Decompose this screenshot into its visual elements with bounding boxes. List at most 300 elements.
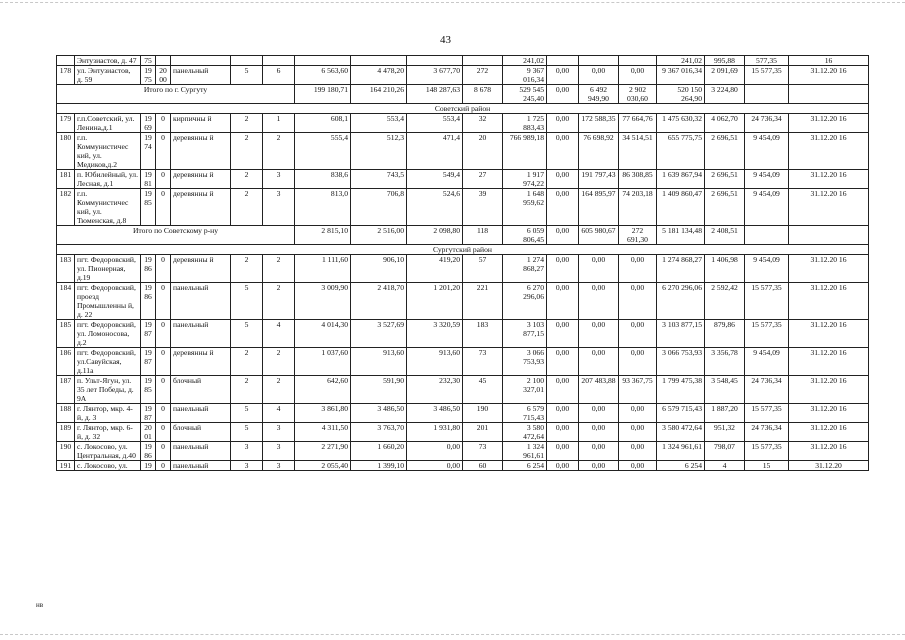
table-cell: 0,00 xyxy=(547,170,579,189)
table-cell: 2 271,90 xyxy=(295,442,351,461)
total-cell: 164 210,26 xyxy=(351,85,407,104)
table-cell: 6 xyxy=(263,66,295,85)
table-cell xyxy=(619,56,657,66)
total-label: Итого по Советскому р-ну xyxy=(57,226,295,245)
table-cell: Энтузиастов, д. 47 xyxy=(75,56,141,66)
table-cell: 0,00 xyxy=(619,404,657,423)
table-cell: 3 009,90 xyxy=(295,283,351,320)
table-cell: 172 588,35 xyxy=(579,114,619,133)
table-cell: 6 579 715,43 xyxy=(503,404,547,423)
total-cell: 148 287,63 xyxy=(407,85,463,104)
table-cell: пгт. Федоровский, ул. Ломоносова, д.2 xyxy=(75,320,141,348)
table-cell: 1 639 867,94 xyxy=(657,170,705,189)
table-cell: 0,00 xyxy=(547,404,579,423)
table-cell: 3 xyxy=(263,189,295,226)
table-cell: 0 xyxy=(156,376,171,404)
total-cell: 0,00 xyxy=(547,226,579,245)
table-cell: 3 527,69 xyxy=(351,320,407,348)
table-cell: панельный xyxy=(171,320,231,348)
table-cell: 15 577,35 xyxy=(745,404,789,423)
table-cell: 0,00 xyxy=(579,442,619,461)
table-cell: 16 xyxy=(789,56,869,66)
table-cell: 0,00 xyxy=(579,423,619,442)
table-cell: 19 74 xyxy=(141,133,156,170)
table-cell: 86 308,85 xyxy=(619,170,657,189)
table-cell: 1 931,80 xyxy=(407,423,463,442)
table-cell: 0 xyxy=(156,461,171,471)
table-cell: г.п. Коммунистичес кий, ул. Тюменская, д.8 xyxy=(75,189,141,226)
table-cell: 2 696,51 xyxy=(705,133,745,170)
table-cell: 1 274 868,27 xyxy=(503,255,547,283)
table-cell: 4 014,30 xyxy=(295,320,351,348)
table-cell: панельный xyxy=(171,283,231,320)
table-cell: 913,60 xyxy=(407,348,463,376)
table-cell: 6 270 296,06 xyxy=(503,283,547,320)
table-cell: 2 696,51 xyxy=(705,170,745,189)
table-cell: г. Лянтор, мкр. 6-й, д. 32 xyxy=(75,423,141,442)
table-cell xyxy=(263,56,295,66)
section-title: Сургутский район xyxy=(57,245,869,255)
table-cell: 0,00 xyxy=(579,283,619,320)
table-cell: 0,00 xyxy=(547,133,579,170)
table-cell: 3 677,70 xyxy=(407,66,463,85)
table-cell: 0,00 xyxy=(407,442,463,461)
table-cell: 9 454,09 xyxy=(745,133,789,170)
table-cell: 20 01 xyxy=(141,423,156,442)
table-cell: г.п.Советский, ул. Ленина,д.1 xyxy=(75,114,141,133)
table-cell: 241,02 xyxy=(503,56,547,66)
table-cell: 0,00 xyxy=(619,255,657,283)
table-cell: 77 664,76 xyxy=(619,114,657,133)
table-cell: 524,6 xyxy=(407,189,463,226)
table-cell: 3 xyxy=(263,442,295,461)
table-cell: 0,00 xyxy=(547,114,579,133)
table-cell: 15 577,35 xyxy=(745,283,789,320)
table-cell: 181 xyxy=(57,170,75,189)
table-cell: 1 111,60 xyxy=(295,255,351,283)
table-cell: 553,4 xyxy=(407,114,463,133)
table-cell: 31.12.20 16 xyxy=(789,189,869,226)
table-row xyxy=(57,461,869,471)
table-cell: 3 xyxy=(231,442,263,461)
table-cell: 6 563,60 xyxy=(295,66,351,85)
table-cell: 19 xyxy=(141,461,156,471)
table-cell: 0,00 xyxy=(547,461,579,471)
table-cell: 838,6 xyxy=(295,170,351,189)
table-cell xyxy=(351,56,407,66)
table-cell: 0,00 xyxy=(547,283,579,320)
table-cell: 813,0 xyxy=(295,189,351,226)
table-cell: 182 xyxy=(57,189,75,226)
table-cell: 0 xyxy=(156,170,171,189)
table-cell: 179 xyxy=(57,114,75,133)
table-cell: 232,30 xyxy=(407,376,463,404)
table-cell: 0,00 xyxy=(547,376,579,404)
table-cell: 0 xyxy=(156,114,171,133)
table-cell: 2 xyxy=(231,133,263,170)
table-cell: 0,00 xyxy=(619,461,657,471)
table-cell: 0 xyxy=(156,423,171,442)
table-cell: 19 86 xyxy=(141,442,156,461)
table-cell: 15 577,35 xyxy=(745,66,789,85)
total-cell xyxy=(789,226,869,245)
table-cell: 5 xyxy=(231,66,263,85)
footer-mark: нв xyxy=(36,601,44,609)
table-cell: 3 548,45 xyxy=(705,376,745,404)
table-cell: 31.12.20 xyxy=(789,461,869,471)
table-cell: 1 xyxy=(263,114,295,133)
total-cell: 2 815,10 xyxy=(295,226,351,245)
table-cell: 995,88 xyxy=(705,56,745,66)
table-cell: 3 xyxy=(263,170,295,189)
table-cell: 73 xyxy=(463,348,503,376)
table-cell: 1 201,20 xyxy=(407,283,463,320)
table-cell: деревянны й xyxy=(171,170,231,189)
table-cell: 9 454,09 xyxy=(745,255,789,283)
table-cell: 5 xyxy=(231,283,263,320)
table-cell: 0,00 xyxy=(547,320,579,348)
table-row xyxy=(57,283,869,320)
table-cell: панельный xyxy=(171,66,231,85)
table-cell: 1 037,60 xyxy=(295,348,351,376)
table-cell: 0 xyxy=(156,255,171,283)
table-cell: 0 xyxy=(156,404,171,423)
table-row xyxy=(57,133,869,170)
table-cell: 3 066 753,93 xyxy=(503,348,547,376)
table-cell: 1 475 630,32 xyxy=(657,114,705,133)
table-cell: 15 577,35 xyxy=(745,320,789,348)
table-cell: 19 87 xyxy=(141,320,156,348)
table-cell: пгт. Федоровский, ул.Савуйская, д.11а xyxy=(75,348,141,376)
table-cell: 951,32 xyxy=(705,423,745,442)
table-cell: деревянны й xyxy=(171,255,231,283)
table-row xyxy=(57,423,869,442)
table-cell: 0,00 xyxy=(579,348,619,376)
table-cell: 0,00 xyxy=(619,66,657,85)
table-cell: 642,60 xyxy=(295,376,351,404)
table-cell: 31.12.20 16 xyxy=(789,255,869,283)
table-cell: 553,4 xyxy=(351,114,407,133)
table-cell: 766 989,18 xyxy=(503,133,547,170)
table-cell: 0,00 xyxy=(547,348,579,376)
table-cell: 1 274 868,27 xyxy=(657,255,705,283)
table-cell: 0,00 xyxy=(547,255,579,283)
table-cell: деревянны й xyxy=(171,189,231,226)
table-cell: 9 367 016,34 xyxy=(657,66,705,85)
page-bottom-edge xyxy=(0,634,905,635)
table-cell: деревянны й xyxy=(171,133,231,170)
table-cell: с. Локосово, ул. xyxy=(75,461,141,471)
table-cell xyxy=(407,56,463,66)
table-cell: 39 xyxy=(463,189,503,226)
table-cell: 3 xyxy=(263,423,295,442)
table-cell: 31.12.20 16 xyxy=(789,170,869,189)
table-cell: 19 87 xyxy=(141,404,156,423)
table-cell: 184 xyxy=(57,283,75,320)
page-top-edge xyxy=(0,2,905,3)
total-row xyxy=(57,85,869,104)
table-cell: 24 736,34 xyxy=(745,376,789,404)
table-cell: 19 85 xyxy=(141,376,156,404)
total-cell: 3 224,80 xyxy=(705,85,745,104)
table-cell: панельный xyxy=(171,461,231,471)
total-cell: 118 xyxy=(463,226,503,245)
table-cell: 74 203,18 xyxy=(619,189,657,226)
table-cell: п. Ульт-Ягун, ул. 35 лет Победы, д. 9А xyxy=(75,376,141,404)
table-cell: 19 75 xyxy=(141,66,156,85)
table-cell: 0,00 xyxy=(547,189,579,226)
table-row xyxy=(57,66,869,85)
table-cell xyxy=(156,56,171,66)
total-cell: 6 059 806,45 xyxy=(503,226,547,245)
table-cell: 2 055,40 xyxy=(295,461,351,471)
section-header-row xyxy=(57,104,869,114)
table-cell: пгт. Федоровский, ул. Пионерная, д.19 xyxy=(75,255,141,283)
section-header-row xyxy=(57,245,869,255)
table-cell: 2 xyxy=(263,348,295,376)
table-cell: 185 xyxy=(57,320,75,348)
table-cell: 207 483,88 xyxy=(579,376,619,404)
table-cell: 1 648 959,62 xyxy=(503,189,547,226)
table-cell: 3 xyxy=(231,461,263,471)
table-cell: 34 514,51 xyxy=(619,133,657,170)
table-cell: 906,10 xyxy=(351,255,407,283)
table-cell: 0,00 xyxy=(619,348,657,376)
table-cell: 1 324 961,61 xyxy=(657,442,705,461)
table-row xyxy=(57,348,869,376)
table-cell: 20 xyxy=(463,133,503,170)
table-cell: 31.12.20 16 xyxy=(789,348,869,376)
table-cell: 45 xyxy=(463,376,503,404)
table-cell: 2 418,70 xyxy=(351,283,407,320)
table-cell: 0,00 xyxy=(579,255,619,283)
table-cell: 0,00 xyxy=(579,320,619,348)
table-cell: 2 xyxy=(231,255,263,283)
table-cell: 3 580 472,64 xyxy=(503,423,547,442)
housing-register-table xyxy=(56,55,869,471)
table-cell: 2 xyxy=(263,376,295,404)
table-cell: 191 xyxy=(57,461,75,471)
table-cell xyxy=(463,56,503,66)
table-cell: 15 xyxy=(745,461,789,471)
table-cell: 31.12.20 16 xyxy=(789,133,869,170)
table-cell: 19 87 xyxy=(141,348,156,376)
table-cell: 75 xyxy=(141,56,156,66)
table-cell: 3 103 877,15 xyxy=(657,320,705,348)
table-cell: 913,60 xyxy=(351,348,407,376)
table-cell: 9 454,09 xyxy=(745,189,789,226)
table-cell: 31.12.20 16 xyxy=(789,114,869,133)
table-cell: 0,00 xyxy=(619,320,657,348)
table-cell xyxy=(171,56,231,66)
table-cell: 24 736,34 xyxy=(745,114,789,133)
table-cell: 60 xyxy=(463,461,503,471)
table-cell: 19 86 xyxy=(141,283,156,320)
table-cell: 555,4 xyxy=(295,133,351,170)
table-cell: 188 xyxy=(57,404,75,423)
table-cell xyxy=(231,56,263,66)
total-cell: 605 980,67 xyxy=(579,226,619,245)
table-cell: 0,00 xyxy=(547,442,579,461)
table-cell: 0,00 xyxy=(619,423,657,442)
table-cell: 577,35 xyxy=(745,56,789,66)
table-cell: 31.12.20 16 xyxy=(789,66,869,85)
table-cell: 1 324 961,61 xyxy=(503,442,547,461)
total-cell: 0,00 xyxy=(547,85,579,104)
table-cell: 0 xyxy=(156,348,171,376)
table-cell: г. Лянтор, мкр. 4-й, д. 3 xyxy=(75,404,141,423)
table-cell: 93 367,75 xyxy=(619,376,657,404)
table-cell xyxy=(295,56,351,66)
table-cell: 164 895,97 xyxy=(579,189,619,226)
table-cell: 4 xyxy=(263,320,295,348)
table-cell: 0,00 xyxy=(619,283,657,320)
table-cell: 1 887,20 xyxy=(705,404,745,423)
table-cell: 9 454,09 xyxy=(745,170,789,189)
table-row xyxy=(57,255,869,283)
total-cell: 2 902 030,60 xyxy=(619,85,657,104)
table-cell: 1 725 883,43 xyxy=(503,114,547,133)
table-cell: 0 xyxy=(156,442,171,461)
total-cell: 2 516,00 xyxy=(351,226,407,245)
table-cell: 608,1 xyxy=(295,114,351,133)
table-row xyxy=(57,320,869,348)
table-cell: 57 xyxy=(463,255,503,283)
table-cell: 591,90 xyxy=(351,376,407,404)
table-cell: 3 486,50 xyxy=(407,404,463,423)
table-cell: 191 797,43 xyxy=(579,170,619,189)
total-cell: 5 181 134,48 xyxy=(657,226,705,245)
table-cell: 187 xyxy=(57,376,75,404)
table-cell: 19 81 xyxy=(141,170,156,189)
table-cell: 2 696,51 xyxy=(705,189,745,226)
table-cell: 419,20 xyxy=(407,255,463,283)
table-cell xyxy=(57,56,75,66)
table-cell: 3 356,78 xyxy=(705,348,745,376)
table-cell: с. Локосово, ул. Центральная, д.40 xyxy=(75,442,141,461)
table-cell: 6 270 296,06 xyxy=(657,283,705,320)
table-cell xyxy=(579,56,619,66)
table-cell: 3 066 753,93 xyxy=(657,348,705,376)
table-cell: 201 xyxy=(463,423,503,442)
table-cell: 1 799 475,38 xyxy=(657,376,705,404)
table-cell: 655 775,75 xyxy=(657,133,705,170)
table-cell: 178 xyxy=(57,66,75,85)
table-cell: 183 xyxy=(57,255,75,283)
table-cell: 3 320,59 xyxy=(407,320,463,348)
table-cell: 32 xyxy=(463,114,503,133)
table-cell: 4 062,70 xyxy=(705,114,745,133)
table-cell xyxy=(547,56,579,66)
table-cell: 19 69 xyxy=(141,114,156,133)
table-cell: 5 xyxy=(231,423,263,442)
table-cell: 19 86 xyxy=(141,255,156,283)
table-cell: 3 103 877,15 xyxy=(503,320,547,348)
table-cell: 798,07 xyxy=(705,442,745,461)
table-cell: блочный xyxy=(171,376,231,404)
table-cell: кирпичны й xyxy=(171,114,231,133)
total-cell: 529 545 245,40 xyxy=(503,85,547,104)
table-cell: панельный xyxy=(171,442,231,461)
total-cell: 2 098,80 xyxy=(407,226,463,245)
table-cell: пгт. Федоровский, проезд Промышленны й, д. 22 xyxy=(75,283,141,320)
table-cell: 19 85 xyxy=(141,189,156,226)
table-cell: 4 xyxy=(263,404,295,423)
table-cell: 2 xyxy=(231,114,263,133)
table-cell: 0 xyxy=(156,283,171,320)
table-cell: 9 367 016,34 xyxy=(503,66,547,85)
table-cell: 3 xyxy=(263,461,295,471)
table-cell: 6 254 xyxy=(657,461,705,471)
table-row xyxy=(57,404,869,423)
table-cell: 1 406,98 xyxy=(705,255,745,283)
table-cell: 0,00 xyxy=(547,423,579,442)
table-cell: 743,5 xyxy=(351,170,407,189)
table-cell: 1 917 974,22 xyxy=(503,170,547,189)
table-cell: 549,4 xyxy=(407,170,463,189)
total-cell: 272 691,30 xyxy=(619,226,657,245)
table-cell: 27 xyxy=(463,170,503,189)
table-cell: 31.12.20 16 xyxy=(789,404,869,423)
table-cell: 0,00 xyxy=(619,442,657,461)
table-row xyxy=(57,170,869,189)
table-cell: 221 xyxy=(463,283,503,320)
total-cell xyxy=(745,85,789,104)
table-cell: 471,4 xyxy=(407,133,463,170)
table-cell: 31.12.20 16 xyxy=(789,376,869,404)
table-cell: 5 xyxy=(231,404,263,423)
total-cell: 2 408,51 xyxy=(705,226,745,245)
table-cell: 0 xyxy=(156,133,171,170)
table-cell: 2 xyxy=(231,376,263,404)
table-cell: 1 399,10 xyxy=(351,461,407,471)
table-cell: 0,00 xyxy=(579,404,619,423)
table-cell: 5 xyxy=(231,320,263,348)
table-row xyxy=(57,189,869,226)
table-cell: г.п. Коммунистичес кий, ул. Медиков,д.2 xyxy=(75,133,141,170)
table-cell: 512,3 xyxy=(351,133,407,170)
table-cell: 2 xyxy=(231,170,263,189)
total-cell: 6 492 949,90 xyxy=(579,85,619,104)
table-cell: 3 861,80 xyxy=(295,404,351,423)
table-cell: 2 xyxy=(263,283,295,320)
table-cell: 3 486,50 xyxy=(351,404,407,423)
table-cell: 180 xyxy=(57,133,75,170)
table-cell: панельный xyxy=(171,404,231,423)
table-cell: 3 763,70 xyxy=(351,423,407,442)
table-row xyxy=(57,114,869,133)
table-cell: 2 xyxy=(231,348,263,376)
table-cell: 0 xyxy=(156,189,171,226)
table-cell: 0,00 xyxy=(547,66,579,85)
table-cell: 0,00 xyxy=(579,461,619,471)
table-cell: 706,8 xyxy=(351,189,407,226)
table-cell: 241,02 xyxy=(657,56,705,66)
table-cell: 0,00 xyxy=(407,461,463,471)
table-cell: 31.12.20 16 xyxy=(789,442,869,461)
table-cell: 6 579 715,43 xyxy=(657,404,705,423)
table-cell: ул. Энтузиастов, д. 59 xyxy=(75,66,141,85)
total-cell xyxy=(789,85,869,104)
table-cell: 6 254 xyxy=(503,461,547,471)
table-cell: блочный xyxy=(171,423,231,442)
table-cell: 20 00 xyxy=(156,66,171,85)
table-cell: 272 xyxy=(463,66,503,85)
table-cell: 15 577,35 xyxy=(745,442,789,461)
total-cell: 520 150 264,90 xyxy=(657,85,705,104)
total-row xyxy=(57,226,869,245)
table-cell: 4 478,20 xyxy=(351,66,407,85)
